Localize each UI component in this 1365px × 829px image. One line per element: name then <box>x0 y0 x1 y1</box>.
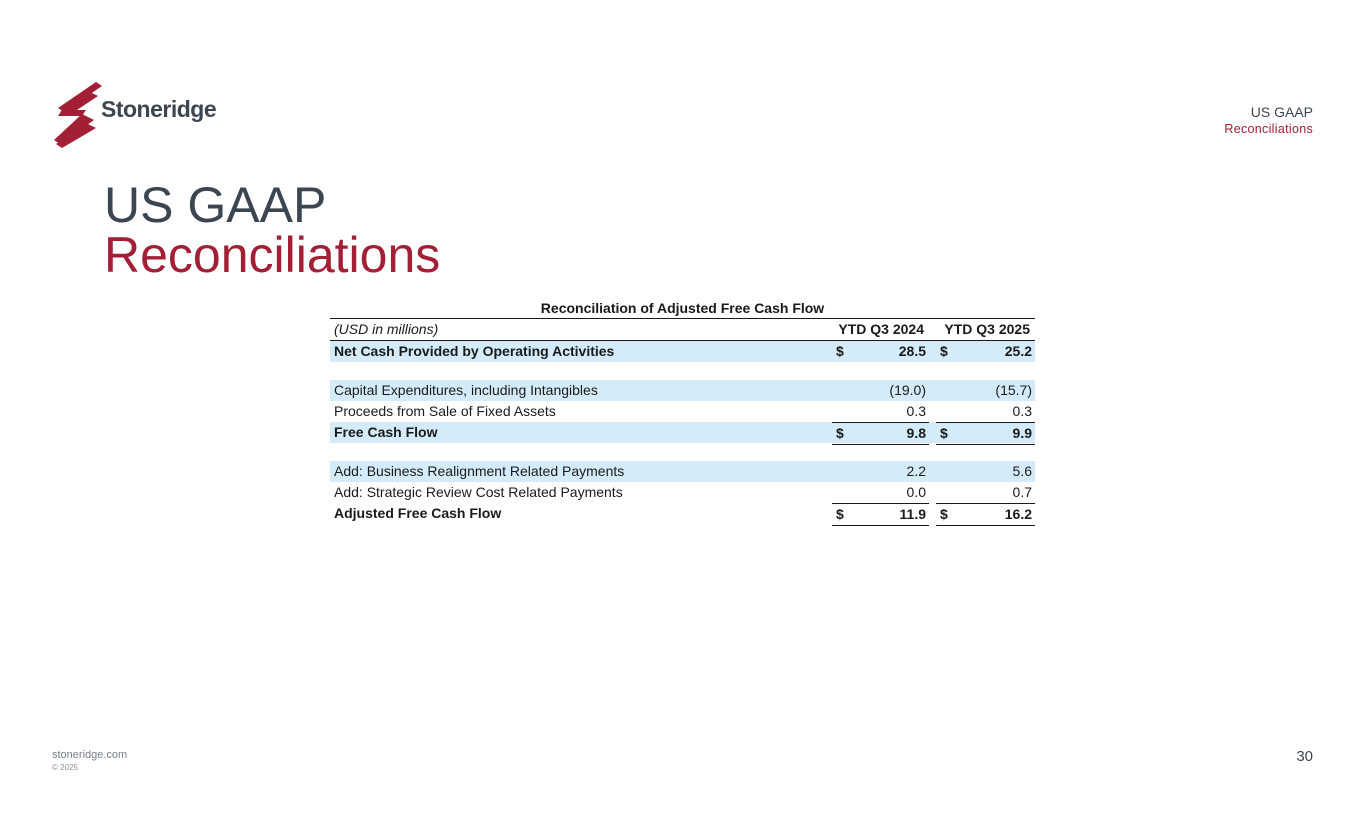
spacer-row <box>330 362 1035 380</box>
page-title-line2: Reconciliations <box>104 227 441 283</box>
table-title: Reconciliation of Adjusted Free Cash Flow <box>330 298 1035 319</box>
footer <box>52 748 127 774</box>
reconciliation-table <box>330 298 1035 524</box>
table-row <box>330 422 1035 443</box>
value-2024: $ 9.8 <box>832 422 929 445</box>
page-title <box>104 177 441 283</box>
row-label: Add: Strategic Review Cost Related Payments <box>334 484 623 500</box>
table-row <box>330 461 1035 482</box>
copyright: © 2025 <box>52 763 78 772</box>
row-label: Capital Expenditures, including Intangibles <box>334 382 598 398</box>
section-subtitle: Reconciliations <box>1224 122 1313 136</box>
value-2024: 0.0 <box>906 484 926 500</box>
column-header-2025: YTD Q3 2025 <box>944 321 1030 337</box>
section-title: US GAAP <box>1250 104 1313 120</box>
value-2025: 0.7 <box>1012 484 1032 500</box>
table-header-row <box>330 319 1035 341</box>
table-row <box>330 380 1035 401</box>
column-header-2024: YTD Q3 2024 <box>838 321 924 337</box>
section-header <box>1224 104 1313 137</box>
value-2024: (19.0) <box>889 382 926 398</box>
page-number: 30 <box>1296 748 1313 765</box>
stoneridge-logo <box>52 80 217 150</box>
value-2024: 2.2 <box>906 463 926 479</box>
row-label: Net Cash Provided by Operating Activities <box>334 343 615 359</box>
row-label: Adjusted Free Cash Flow <box>334 505 502 521</box>
value-2025: $ 16.2 <box>936 503 1035 526</box>
website-link[interactable]: stoneridge.com <box>52 749 128 761</box>
table-row <box>330 401 1035 422</box>
value-2024: $ 11.9 <box>832 503 929 526</box>
unit-label: (USD in millions) <box>334 321 439 337</box>
value-2024: $ 28.5 <box>836 343 926 359</box>
value-2024: 0.3 <box>906 403 926 419</box>
value-2025: 0.3 <box>1012 403 1032 419</box>
spacer-row <box>330 443 1035 461</box>
value-2025: 5.6 <box>1012 463 1032 479</box>
row-label: Proceeds from Sale of Fixed Assets <box>334 403 556 419</box>
table-row <box>330 503 1035 524</box>
row-label: Add: Business Realignment Related Payments <box>334 463 625 479</box>
table-row <box>330 482 1035 503</box>
value-2025: (15.7) <box>995 382 1032 398</box>
logo-wordmark: Stoneridge <box>101 96 217 122</box>
row-label: Free Cash Flow <box>334 424 438 440</box>
value-2025: $ 9.9 <box>936 422 1035 445</box>
value-2025: $ 25.2 <box>940 343 1032 359</box>
page-title-line1: US GAAP <box>104 177 327 233</box>
table-row <box>330 341 1035 362</box>
